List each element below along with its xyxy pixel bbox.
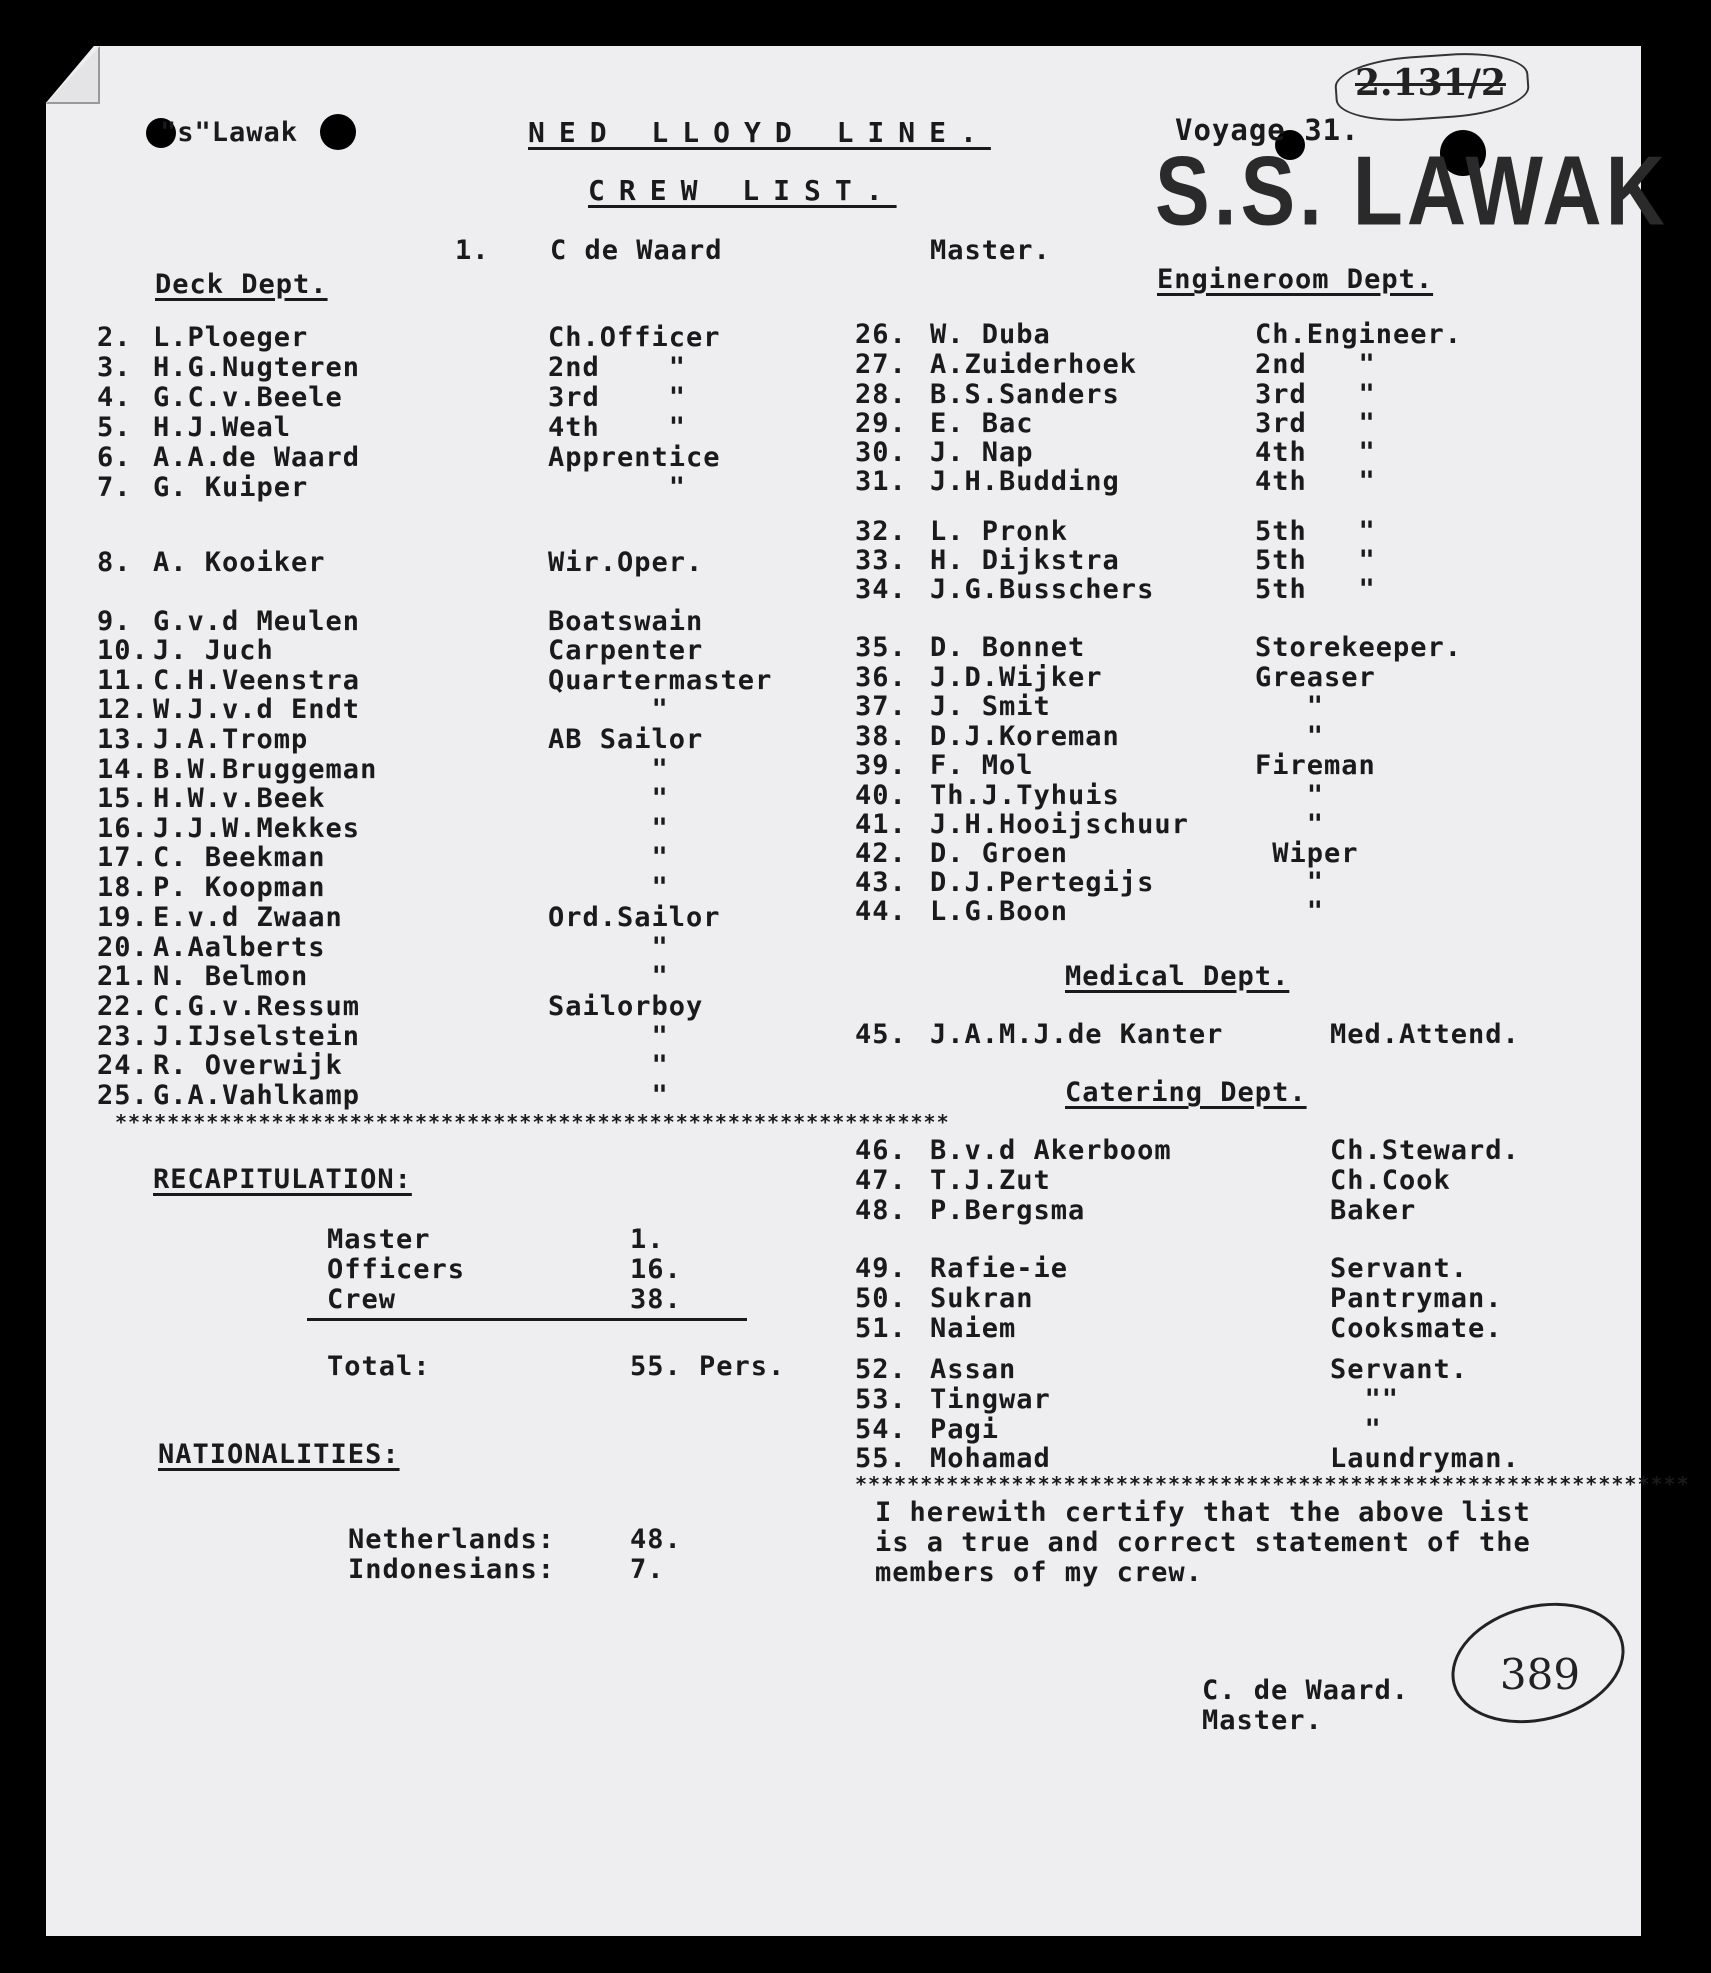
deck-crew-name: B.W.Bruggeman — [153, 754, 378, 785]
deck-crew-num: 7. — [97, 472, 132, 503]
catering-crew-role: Servant. — [1330, 1253, 1469, 1284]
total-value: 55. Pers. — [630, 1351, 786, 1382]
catering-crew-name: Mohamad — [930, 1443, 1051, 1474]
catering-crew-num: 52. — [855, 1354, 907, 1385]
catering-crew-role: " — [1330, 1414, 1382, 1445]
engine-crew-name: E. Bac — [930, 408, 1034, 439]
engine-crew-name: J.H.Hooijschuur — [930, 809, 1189, 840]
master-name: C de Waard — [550, 235, 723, 266]
deck-crew-name: C.G.v.Ressum — [153, 991, 361, 1022]
deck-crew-name: J.IJselstein — [153, 1021, 361, 1052]
deck-crew-role: " — [548, 813, 669, 844]
engine-crew-role: 3rd " — [1255, 408, 1376, 439]
deck-crew-role: " — [548, 694, 669, 725]
engine-crew-num: 34. — [855, 574, 907, 605]
catering-crew-num: 49. — [855, 1253, 907, 1284]
engine-crew-name: J.D.Wijker — [930, 662, 1103, 693]
company-name: NED LLOYD LINE. — [528, 116, 991, 149]
engine-crew-name: J.H.Budding — [930, 466, 1120, 497]
engine-crew-role: " — [1255, 780, 1325, 811]
recapitulation-heading: RECAPITULATION: — [153, 1164, 412, 1195]
catering-dept-heading: Catering Dept. — [1065, 1077, 1307, 1108]
deck-crew-role: Wir.Oper. — [548, 547, 704, 578]
catering-crew-num: 54. — [855, 1414, 907, 1445]
recap-row-label: Officers — [327, 1254, 466, 1285]
certify-line-3: members of my crew. — [875, 1557, 1203, 1588]
deck-crew-role: AB Sailor — [548, 724, 704, 755]
engine-crew-role: Storekeeper. — [1255, 632, 1463, 663]
catering-crew-role: Baker — [1330, 1195, 1417, 1226]
catering-crew-role: Servant. — [1330, 1354, 1469, 1385]
deck-crew-name: C. Beekman — [153, 842, 326, 873]
engine-crew-name: L.G.Boon — [930, 896, 1069, 927]
corner-stamp-text: 2.131/2 — [1355, 62, 1506, 104]
engine-crew-name: A.Zuiderhoek — [930, 349, 1138, 380]
deck-crew-name: H.W.v.Beek — [153, 783, 326, 814]
nationalities-heading: NATIONALITIES: — [158, 1439, 400, 1470]
medical-crew-num: 45. — [855, 1019, 907, 1050]
deck-crew-name: A. Kooiker — [153, 547, 326, 578]
deck-crew-role: " — [548, 872, 669, 903]
deck-crew-role: 3rd " — [548, 382, 687, 413]
recap-row-label: Master — [327, 1224, 431, 1255]
engine-crew-role: " — [1255, 809, 1325, 840]
engine-crew-num: 32. — [855, 516, 907, 547]
nationality-row-value: 7. — [630, 1554, 665, 1585]
master-number: 1. — [455, 235, 490, 266]
recap-row-value: 1. — [630, 1224, 665, 1255]
nationality-row-value: 48. — [630, 1524, 682, 1555]
punch-hole-left-2 — [320, 114, 356, 150]
deck-crew-role: " — [548, 783, 669, 814]
deck-crew-name: A.A.de Waard — [153, 442, 361, 473]
engine-crew-name: F. Mol — [930, 750, 1034, 781]
catering-crew-name: B.v.d Akerboom — [930, 1135, 1172, 1166]
master-role: Master. — [930, 235, 1051, 266]
engine-crew-role: 5th " — [1255, 574, 1376, 605]
deck-crew-name: H.J.Weal — [153, 412, 292, 443]
deck-crew-role: " — [548, 1080, 669, 1111]
ship-name-stamp: S.S. LAWAK — [1155, 136, 1669, 246]
engine-crew-name: J.G.Busschers — [930, 574, 1155, 605]
deck-crew-role: " — [548, 842, 669, 873]
engine-crew-num: 44. — [855, 896, 907, 927]
deck-crew-num: 20. — [97, 932, 149, 963]
engine-crew-role: 3rd " — [1255, 379, 1376, 410]
deck-crew-num: 18. — [97, 872, 149, 903]
catering-crew-role: Pantryman. — [1330, 1283, 1503, 1314]
divider-right: **************************************************************** — [855, 1472, 1690, 1496]
deck-crew-num: 14. — [97, 754, 149, 785]
engine-crew-num: 43. — [855, 867, 907, 898]
medical-crew-role: Med.Attend. — [1330, 1019, 1520, 1050]
deck-crew-num: 10. — [97, 635, 149, 666]
recap-row-value: 16. — [630, 1254, 682, 1285]
catering-crew-name: Naiem — [930, 1313, 1017, 1344]
deck-crew-role: Ord.Sailor — [548, 902, 721, 933]
deck-crew-role: Quartermaster — [548, 665, 773, 696]
deck-crew-role: Apprentice — [548, 442, 721, 473]
engine-crew-name: J. Smit — [930, 691, 1051, 722]
deck-crew-name: P. Koopman — [153, 872, 326, 903]
deck-crew-name: G.v.d Meulen — [153, 606, 361, 637]
document-title: CREW LIST. — [588, 174, 897, 207]
deck-crew-num: 19. — [97, 902, 149, 933]
deck-crew-num: 16. — [97, 813, 149, 844]
catering-crew-num: 48. — [855, 1195, 907, 1226]
engine-crew-role: 4th " — [1255, 437, 1376, 468]
medical-crew-name: J.A.M.J.de Kanter — [930, 1019, 1224, 1050]
deck-crew-role: Carpenter — [548, 635, 704, 666]
engine-crew-num: 28. — [855, 379, 907, 410]
deck-crew-role: Boatswain — [548, 606, 704, 637]
ship-reference: "s"Lawak — [160, 117, 299, 148]
deck-crew-num: 11. — [97, 665, 149, 696]
catering-crew-num: 50. — [855, 1283, 907, 1314]
deck-crew-num: 2. — [97, 322, 132, 353]
engine-crew-num: 29. — [855, 408, 907, 439]
engine-crew-num: 42. — [855, 838, 907, 869]
catering-crew-role: Ch.Steward. — [1330, 1135, 1520, 1166]
divider-left: **************************************************************** — [115, 1110, 950, 1134]
engine-crew-num: 39. — [855, 750, 907, 781]
catering-crew-role: Laundryman. — [1330, 1443, 1520, 1474]
engine-crew-role: 2nd " — [1255, 349, 1376, 380]
catering-crew-num: 55. — [855, 1443, 907, 1474]
engine-crew-role: Wiper — [1255, 838, 1359, 869]
engine-crew-role: " — [1255, 867, 1325, 898]
engine-crew-name: D. Bonnet — [930, 632, 1086, 663]
deck-crew-role: Ch.Officer — [548, 322, 721, 353]
engineroom-dept-heading: Engineroom Dept. — [1157, 264, 1434, 295]
deck-crew-role: " — [548, 961, 669, 992]
engine-crew-role: " — [1255, 691, 1325, 722]
certify-line-2: is a true and correct statement of the — [875, 1527, 1531, 1558]
engine-crew-num: 37. — [855, 691, 907, 722]
engine-crew-name: D.J.Pertegijs — [930, 867, 1155, 898]
engine-crew-role: " — [1255, 721, 1325, 752]
deck-crew-role: Sailorboy — [548, 991, 704, 1022]
engine-crew-num: 41. — [855, 809, 907, 840]
catering-crew-role: Cooksmate. — [1330, 1313, 1503, 1344]
deck-crew-role: " — [548, 1021, 669, 1052]
catering-crew-name: Assan — [930, 1354, 1017, 1385]
deck-crew-role: " — [548, 754, 669, 785]
engine-crew-num: 36. — [855, 662, 907, 693]
catering-crew-role: "" — [1330, 1384, 1400, 1415]
engine-crew-num: 35. — [855, 632, 907, 663]
nationality-row-label: Netherlands: — [348, 1524, 556, 1555]
deck-crew-name: G.C.v.Beele — [153, 382, 343, 413]
deck-crew-num: 23. — [97, 1021, 149, 1052]
deck-crew-name: A.Aalberts — [153, 932, 326, 963]
catering-crew-name: T.J.Zut — [930, 1165, 1051, 1196]
deck-crew-num: 25. — [97, 1080, 149, 1111]
total-label: Total: — [327, 1351, 431, 1382]
engine-crew-num: 40. — [855, 780, 907, 811]
page-number: 389 — [1499, 1650, 1581, 1699]
deck-crew-name: J. Juch — [153, 635, 274, 666]
deck-crew-role: 4th " — [548, 412, 687, 443]
deck-crew-num: 4. — [97, 382, 132, 413]
catering-crew-num: 53. — [855, 1384, 907, 1415]
deck-crew-name: E.v.d Zwaan — [153, 902, 343, 933]
deck-crew-role: " — [548, 472, 687, 503]
voyage-number: Voyage 31. — [1175, 113, 1360, 147]
engine-crew-num: 26. — [855, 319, 907, 350]
deck-crew-num: 8. — [97, 547, 132, 578]
catering-crew-num: 46. — [855, 1135, 907, 1166]
deck-crew-num: 13. — [97, 724, 149, 755]
deck-crew-num: 17. — [97, 842, 149, 873]
engine-crew-num: 27. — [855, 349, 907, 380]
engine-crew-role: 5th " — [1255, 545, 1376, 576]
deck-crew-num: 9. — [97, 606, 132, 637]
deck-crew-name: J.A.Tromp — [153, 724, 309, 755]
deck-crew-role: " — [548, 932, 669, 963]
deck-crew-name: N. Belmon — [153, 961, 309, 992]
recap-row-value: 38. — [630, 1284, 682, 1315]
total-rule — [307, 1318, 747, 1321]
engine-crew-name: W. Duba — [930, 319, 1051, 350]
deck-crew-num: 3. — [97, 352, 132, 383]
nationality-row-label: Indonesians: — [348, 1554, 556, 1585]
signature-name: C. de Waard. — [1202, 1675, 1410, 1706]
deck-dept-heading: Deck Dept. — [155, 269, 328, 300]
engine-crew-name: H. Dijkstra — [930, 545, 1120, 576]
engine-crew-role: 4th " — [1255, 466, 1376, 497]
catering-crew-num: 51. — [855, 1313, 907, 1344]
deck-crew-name: G. Kuiper — [153, 472, 309, 503]
catering-crew-name: Pagi — [930, 1414, 1000, 1445]
engine-crew-num: 38. — [855, 721, 907, 752]
deck-crew-name: L.Ploeger — [153, 322, 309, 353]
engine-crew-role: Fireman — [1255, 750, 1376, 781]
engine-crew-num: 31. — [855, 466, 907, 497]
catering-crew-name: Rafie-ie — [930, 1253, 1069, 1284]
engine-crew-role: " — [1255, 896, 1325, 927]
recap-row-label: Crew — [327, 1284, 397, 1315]
deck-crew-role: " — [548, 1050, 669, 1081]
engine-crew-name: D. Groen — [930, 838, 1069, 869]
engine-crew-role: 5th " — [1255, 516, 1376, 547]
deck-crew-num: 6. — [97, 442, 132, 473]
deck-crew-name: C.H.Veenstra — [153, 665, 361, 696]
engine-crew-name: B.S.Sanders — [930, 379, 1120, 410]
catering-crew-name: Sukran — [930, 1283, 1034, 1314]
catering-crew-name: Tingwar — [930, 1384, 1051, 1415]
deck-crew-num: 24. — [97, 1050, 149, 1081]
certify-line-1: I herewith certify that the above list — [875, 1497, 1531, 1528]
deck-crew-num: 5. — [97, 412, 132, 443]
engine-crew-name: L. Pronk — [930, 516, 1069, 547]
catering-crew-num: 47. — [855, 1165, 907, 1196]
engine-crew-num: 30. — [855, 437, 907, 468]
deck-crew-num: 15. — [97, 783, 149, 814]
deck-crew-name: J.J.W.Mekkes — [153, 813, 361, 844]
deck-crew-num: 22. — [97, 991, 149, 1022]
medical-dept-heading: Medical Dept. — [1065, 961, 1290, 992]
catering-crew-role: Ch.Cook — [1330, 1165, 1451, 1196]
signature-title: Master. — [1202, 1705, 1323, 1736]
engine-crew-num: 33. — [855, 545, 907, 576]
deck-crew-role: 2nd " — [548, 352, 687, 383]
deck-crew-name: H.G.Nugteren — [153, 352, 361, 383]
deck-crew-name: G.A.Vahlkamp — [153, 1080, 361, 1111]
engine-crew-role: Greaser — [1255, 662, 1376, 693]
engine-crew-role: Ch.Engineer. — [1255, 319, 1463, 350]
engine-crew-name: J. Nap — [930, 437, 1034, 468]
deck-crew-name: R. Overwijk — [153, 1050, 343, 1081]
catering-crew-name: P.Bergsma — [930, 1195, 1086, 1226]
folded-corner — [46, 46, 100, 104]
engine-crew-name: Th.J.Tyhuis — [930, 780, 1120, 811]
deck-crew-name: W.J.v.d Endt — [153, 694, 361, 725]
engine-crew-name: D.J.Koreman — [930, 721, 1120, 752]
deck-crew-num: 12. — [97, 694, 149, 725]
deck-crew-num: 21. — [97, 961, 149, 992]
